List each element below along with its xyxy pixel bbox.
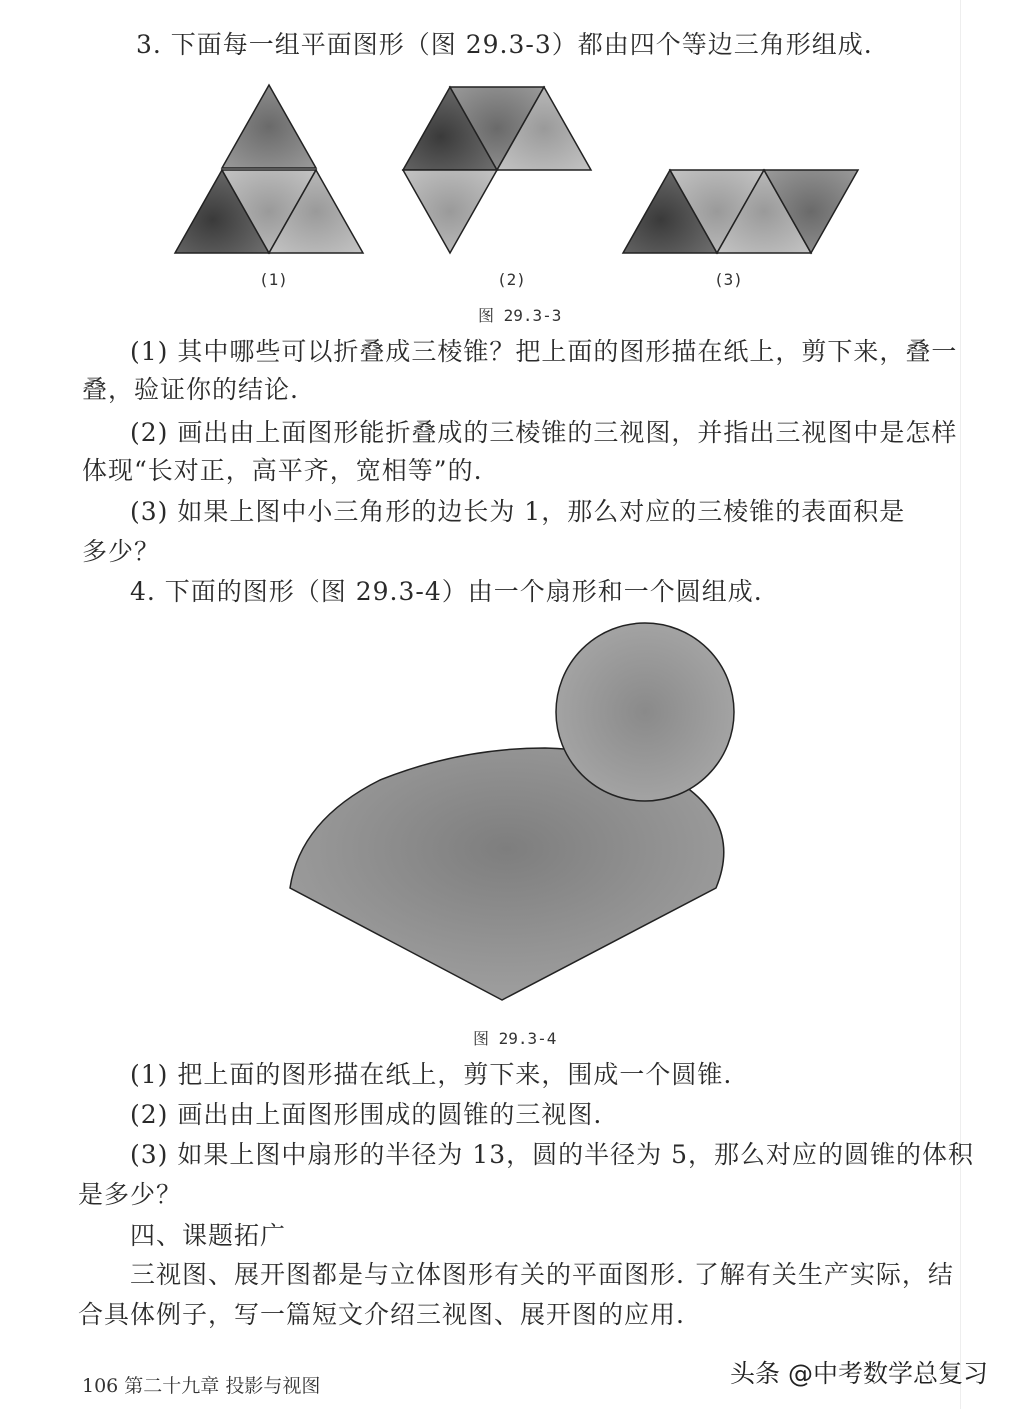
figure-29-3-3-3 (623, 170, 858, 253)
p3-q1-line2: 叠，验证你的结论. (82, 375, 299, 404)
p4-q3-line1: (3) 如果上图中扇形的半径为 13，圆的半径为 5，那么对应的圆锥的体积 (130, 1140, 974, 1169)
p3-q3-line1: (3) 如果上图中小三角形的边长为 1，那么对应的三棱锥的表面积是 (130, 497, 906, 526)
problem-3-title: 3. 下面每一组平面图形（图 29.3-3）都由四个等边三角形组成. (136, 30, 873, 59)
figure-29-3-3-1 (175, 85, 363, 253)
section-4-line1: 三视图、展开图都是与立体图形有关的平面图形. 了解有关生产实际，结 (130, 1260, 954, 1289)
figure-label-3: (3) (714, 270, 743, 289)
p3-q3-line2: 多少？ (82, 537, 161, 566)
watermark: 头条 @中考数学总复习 (730, 1359, 988, 1388)
p3-q2-line1: (2) 画出由上面图形能折叠成的三棱锥的三视图，并指出三视图中是怎样 (130, 418, 958, 447)
page-footer: 106 第二十九章 投影与视图 (82, 1375, 321, 1397)
figure-caption-29-3-4: 图 29.3-4 (473, 1029, 557, 1048)
p3-q1-line1: (1) 其中哪些可以折叠成三棱锥？把上面的图形描在纸上，剪下来，叠一 (130, 337, 958, 366)
figure-29-3-4 (290, 623, 734, 1000)
p4-q3-line2: 是多少？ (78, 1180, 183, 1209)
p4-q1: (1) 把上面的图形描在纸上，剪下来，围成一个圆锥. (130, 1060, 733, 1089)
figure-29-3-3-2 (403, 87, 591, 253)
p3-q2-line2: 体现“长对正，高平齐，宽相等”的. (82, 456, 483, 485)
section-4-heading: 四、课题拓广 (130, 1221, 287, 1250)
p4-q2: (2) 画出由上面图形围成的圆锥的三视图. (130, 1100, 603, 1129)
figure-label-1: (1) (259, 270, 288, 289)
figure-caption-29-3-3: 图 29.3-3 (478, 306, 562, 325)
section-4-line2: 合具体例子，写一篇短文介绍三视图、展开图的应用. (78, 1300, 685, 1329)
figure-label-2: (2) (497, 270, 526, 289)
problem-4-title: 4. 下面的图形（图 29.3-4）由一个扇形和一个圆组成. (130, 577, 763, 606)
